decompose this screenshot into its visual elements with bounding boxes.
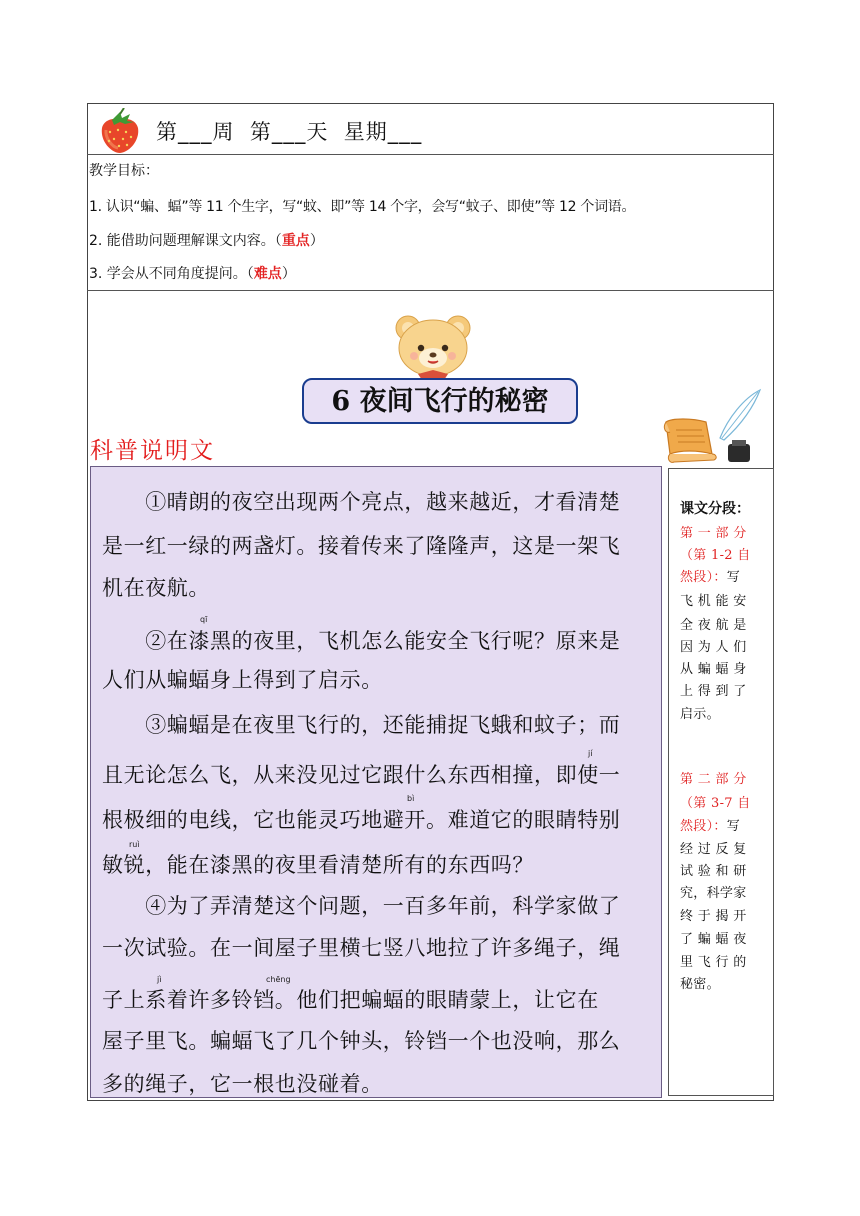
part1-body-line: 上 得 到 了 xyxy=(680,684,747,699)
goal-item-1: 1. 认识“蝙、蝠”等 11 个生字，写“蚊、即”等 14 个字，会写“蚊子、即使”等 12 个词语。 xyxy=(89,199,636,215)
part1-line xyxy=(680,566,740,585)
pinyin-annotation: ruì xyxy=(129,840,140,849)
part2-tail: 写 xyxy=(726,819,741,834)
part1-tail: 写 xyxy=(726,570,741,585)
text-line: 一次试验。在一间屋子里横七竖八地拉了许多绳子，绳 xyxy=(102,936,621,960)
divider xyxy=(87,290,774,291)
goal-item-3-end: ） xyxy=(281,266,296,282)
part1-body-line: 因 为 人 们 xyxy=(680,640,747,655)
pinyin-annotation: qī xyxy=(200,615,208,624)
part2-body-line: 秘密。 xyxy=(680,977,720,992)
quill-scroll-icon xyxy=(662,388,762,466)
part2-range: 然段）： xyxy=(680,819,727,834)
strawberry-icon xyxy=(94,108,144,154)
part1-line: （第 1-2 自 xyxy=(680,548,751,563)
part1-body-line: 全 夜 航 是 xyxy=(680,618,747,633)
header-row xyxy=(88,104,773,154)
part2-body-line: 经 过 反 复 xyxy=(680,842,747,857)
goal-item-3-text: 3. 学会从不同角度提问。（ xyxy=(89,266,254,282)
part2-body-line: 了 蝙 蝠 夜 xyxy=(680,932,747,947)
part1-body-line: 启示。 xyxy=(680,707,720,722)
part2-line xyxy=(680,815,740,834)
week-day-header: 第___周 第___天 星期___ xyxy=(156,120,423,144)
part1-line: 第 一 部 分 xyxy=(680,526,747,541)
text-line: 多的绳子，它一根也没碰着。 xyxy=(102,1072,383,1096)
divider xyxy=(87,154,774,155)
part2-body-line: 试 验 和 研 xyxy=(680,864,747,879)
part1-range: 然段）： xyxy=(680,570,727,585)
goal-item-2-end: ） xyxy=(309,233,324,249)
text-line: 敏锐，能在漆黑的夜里看清楚所有的东西吗？ xyxy=(102,853,534,877)
text-line: 根极细的电线，它也能灵巧地避开。难道它的眼睛特别 xyxy=(102,808,621,832)
text-line: 屋子里飞。蝙蝠飞了几个钟头，铃铛一个也没响，那么 xyxy=(102,1029,621,1053)
goal-item-3 xyxy=(89,263,296,283)
part2-body-line: 究，科学家 xyxy=(680,886,747,901)
difficult-point-label: 难点 xyxy=(253,266,282,282)
lesson-title: 6 夜间飞行的秘密 xyxy=(302,378,578,424)
text-line: 人们从蝙蝠身上得到了启示。 xyxy=(102,668,383,692)
goals-heading: 教学目标： xyxy=(89,163,159,179)
part1-body-line: 飞 机 能 安 xyxy=(680,594,747,609)
text-line: ②在漆黑的夜里，飞机怎么能安全飞行呢？原来是 xyxy=(102,629,621,653)
goal-item-2 xyxy=(89,230,324,250)
text-line: ③蝙蝠是在夜里飞行的，还能捕捉飞蛾和蚊子；而 xyxy=(102,713,621,737)
section-notes-title: 课文分段： xyxy=(680,501,750,517)
key-point-label: 重点 xyxy=(281,233,310,249)
text-line: 子上系着许多铃铛。他们把蝙蝠的眼睛蒙上，让它在 xyxy=(102,988,599,1012)
text-line: 是一红一绿的两盏灯。接着传来了隆隆声，这是一架飞 xyxy=(102,534,621,558)
text-line: 且无论怎么飞，从来没见过它跟什么东西相撞，即使一 xyxy=(102,763,621,787)
text-line: 机在夜航。 xyxy=(102,576,210,600)
genre-label: 科普说明文 xyxy=(90,438,215,464)
pinyin-annotation: chēng xyxy=(266,975,291,984)
part2-line: （第 3-7 自 xyxy=(680,796,751,811)
part2-body-line: 里 飞 行 的 xyxy=(680,955,747,970)
text-line: ④为了弄清楚这个问题，一百多年前，科学家做了 xyxy=(102,894,621,918)
part2-line: 第 二 部 分 xyxy=(680,772,747,787)
text-line: ①晴朗的夜空出现两个亮点，越来越近，才看清楚 xyxy=(102,490,621,514)
part2-body-line: 终 于 揭 开 xyxy=(680,909,747,924)
pinyin-annotation: jì xyxy=(157,975,162,984)
goal-item-2-text: 2. 能借助问题理解课文内容。（ xyxy=(89,233,282,249)
pinyin-annotation: bì xyxy=(407,794,415,803)
bear-icon xyxy=(388,314,478,380)
part1-body-line: 从 蝙 蝠 身 xyxy=(680,662,747,677)
pinyin-annotation: jí xyxy=(588,749,593,758)
